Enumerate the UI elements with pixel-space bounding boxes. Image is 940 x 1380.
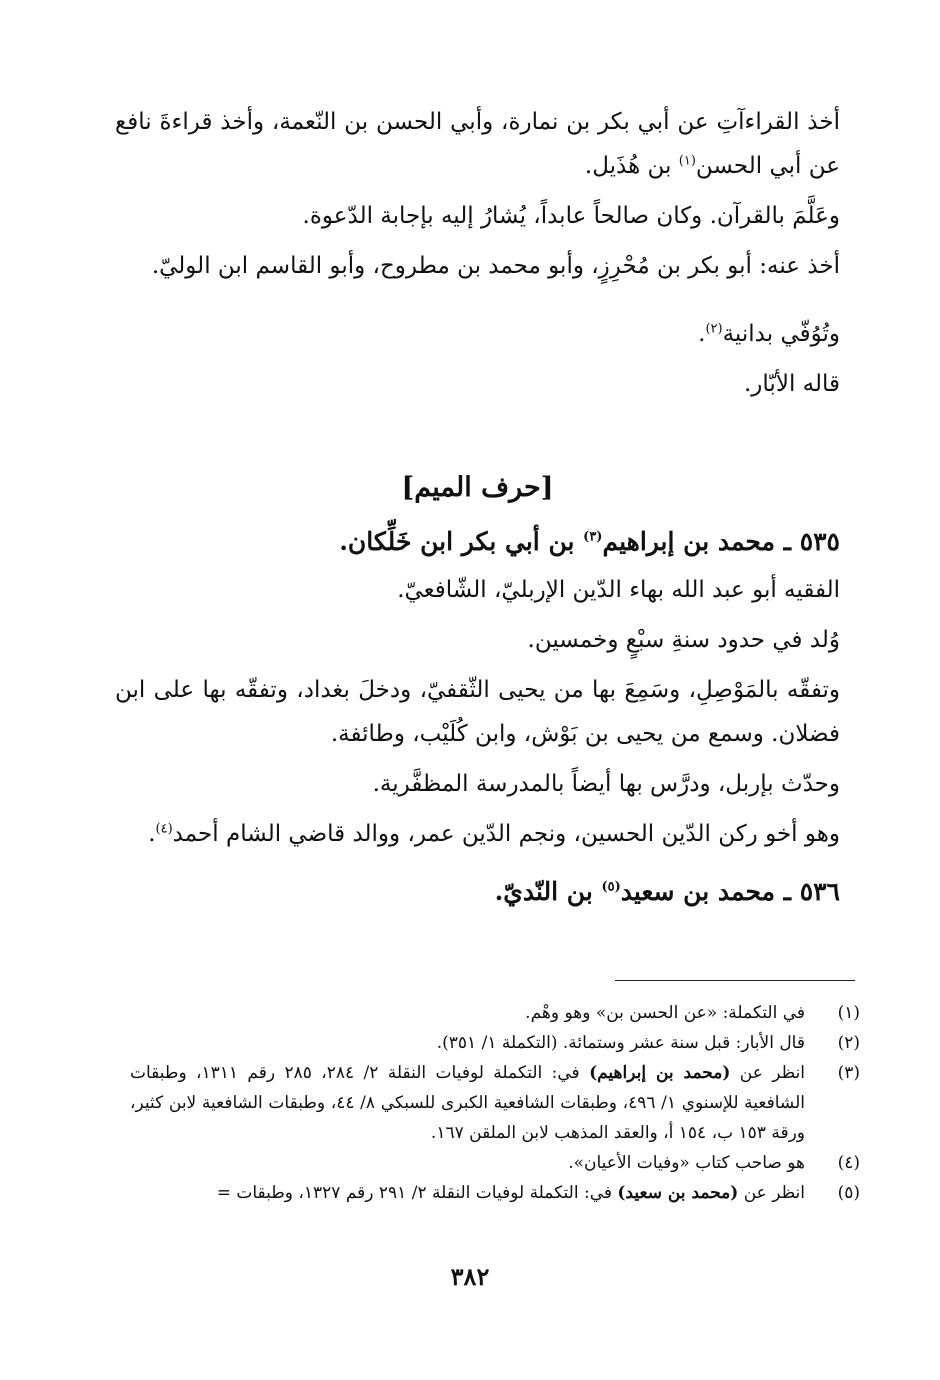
spacer [115, 294, 840, 312]
paragraph: أخذ القراءآتِ عن أبي بكر بن نمارة، وأبي الحسن بن النّعمة، وأخذ قراءةَ نافع عن أبي الحسن$^{(١)}$ بن هُذَيل. [115, 109, 840, 179]
footnote-number: (٢) [837, 1033, 860, 1053]
footnote [130, 998, 860, 1028]
paragraph: وحدّث بإربل، ودرَّس بها أيضاً بالمدرسة المظفَّرية. [372, 771, 840, 797]
footnote-ref[interactable]: (٢) [705, 321, 723, 337]
page-number: ٣٨٢ [450, 1262, 490, 1291]
footnote-number: (٣) [837, 1063, 860, 1083]
paragraph: وهو أخو ركن الدّين الحسين، ونجم الدّين عمر، ووالد قاضي الشام أحمد$^{(٤)}$. [148, 821, 840, 847]
paragraph: أخذ عنه: أبو بكر بن مُحْرِزٍ، وأبو محمد بن مطروح، وأبو القاسم ابن الوليّ. [151, 253, 840, 279]
paragraph: وعَلَّمَ بالقرآن. وكان صالحاً عابداً، يُشارُ إليه بإجابة الدّعوة. [302, 203, 840, 229]
footnote-number: (٤) [837, 1153, 860, 1173]
footnote [130, 1058, 860, 1148]
footnote [130, 1028, 860, 1058]
footnote-ref[interactable]: (١) [678, 153, 696, 169]
main-text [115, 100, 840, 918]
footnote-ref[interactable]: (٣) [583, 529, 603, 545]
footnote-number: (٥) [837, 1183, 860, 1203]
paragraph: الفقيه أبو عبد الله بهاء الدّين الإربليّ، الشّافعيّ. [397, 577, 840, 603]
footnote [130, 1178, 860, 1208]
footnote-divider [615, 980, 855, 981]
footnote-ref[interactable]: (٤) [155, 821, 173, 837]
paragraph: وتُوُفّي بدانية$^{(٢)}$. [698, 321, 840, 347]
paragraph: قاله الأبّار. [744, 371, 840, 397]
section-heading: [حرف الميم] [401, 472, 554, 503]
entry-heading: ٥٣٦ ـ محمد بن سعيد$^{(٥)}$ بن النّديّ. [494, 877, 840, 906]
footnote-text: انظر عن (محمد بن إبراهيم) في: التكملة لوفيات النقلة ٢/ ٢٨٤، ٢٨٥ رقم ١٣١١، وطبقات الشافعية للإسنوي ١/ ٤٩٦، وطبقات الشافعية الكبرى للسبكي ٨/ ٤٤، وطبقات الشافعية لابن كثير، ورقة ١٥٣ ب، ١٥٤ أ، والعقد المذهب لابن الملقن ١٦٧. [130, 1063, 806, 1143]
footnote-number: (١) [837, 1003, 860, 1023]
footnote-text: قال الأبار: قبل سنة عشر وستمائة. (التكملة ١/ ٣٥١). [436, 1033, 805, 1053]
footnote-text: هو صاحب كتاب «وفيات الأعيان». [568, 1153, 805, 1173]
entry-heading: ٥٣٥ ـ محمد بن إبراهيم$^{(٣)}$ بن أبي بكر ابن خَلِّكان. [339, 527, 840, 556]
footnote-text: في التكملة: «عن الحسن بن» وهو وهْم. [525, 1003, 805, 1023]
footnote-text: انظر عن (محمد بن سعيد) في: التكملة لوفيات النقلة ٢/ ٢٩١ رقم ١٣٢٧، وطبقات = [216, 1183, 805, 1203]
footnotes [130, 998, 860, 1208]
paragraph: وُلد في حدود سنةِ سبْعٍ وخمسين. [527, 627, 840, 653]
footnote-ref[interactable]: (٥) [601, 879, 621, 895]
footnote [130, 1148, 860, 1178]
paragraph: وتفقّه بالمَوْصِلِ، وسَمِعَ بها من يحيى الثّقفيّ، ودخلَ بغداد، وتفقّه بها على ابن فضلان. وسمع من يحيى بن بَوْش، وابن كُلَيْب، وطائفة. [115, 677, 840, 747]
